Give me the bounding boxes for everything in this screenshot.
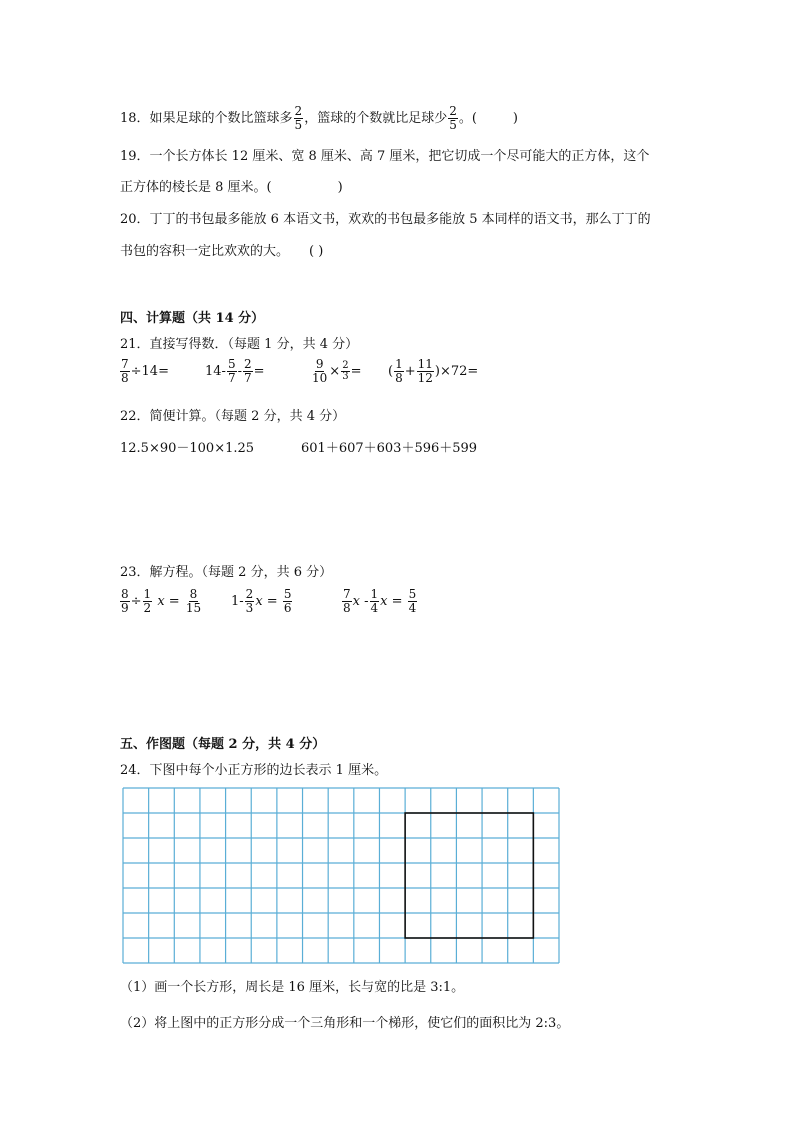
q21-e3-rest: =	[350, 364, 362, 379]
q18-middle: ，篮球的个数就比足球少	[304, 111, 448, 126]
q21-e4-f2-num: 11	[417, 357, 433, 371]
q21-e3-op: ×	[329, 364, 341, 379]
q21-e4-f1-den: 8	[395, 371, 403, 385]
q21-e3-f2-den: 3	[342, 371, 349, 382]
section-4-title: 四、计算题（共 14 分）	[120, 311, 265, 326]
q21-e4-rest: )×72=	[434, 364, 479, 379]
q22-expr-2: 601＋607＋603＋596＋599	[301, 441, 478, 456]
q21-e4-op: +	[404, 364, 416, 379]
q21-e3-f1-num: 9	[315, 357, 324, 371]
q23-e1-op: ÷	[130, 594, 142, 609]
q21-e3-f1-den: 10	[312, 371, 328, 385]
q23-e2-f2-num: 5	[283, 587, 292, 601]
q24-sub-2: （2）将上图中的正方形分成一个三角形和一个梯形，使它们的面积比为 2:3。	[120, 1016, 570, 1031]
q21-e4-f1-num: 1	[395, 357, 403, 371]
q21-e2-op: -	[237, 364, 242, 379]
q21-e1-rest: ÷14=	[130, 364, 169, 379]
q21-e1-num: 7	[121, 357, 129, 371]
q18-frac1-num: 2	[294, 104, 303, 118]
q23-e2-lead: 1-	[231, 594, 244, 609]
grid-svg[interactable]	[122, 787, 560, 964]
q21-expr-1	[119, 358, 169, 385]
q23-e2-f2-den: 6	[283, 601, 292, 615]
question-19-line-1: 19．一个长方体长 12 厘米、宽 8 厘米、高 7 厘米，把它切成一个尽可能大的正方体，这个	[120, 149, 650, 164]
q19-line2-text: 正方体的棱长是 8 厘米。(	[120, 180, 272, 195]
q18-paren-close: )	[512, 111, 518, 126]
q21-e2-f2-den: 7	[243, 371, 252, 385]
q23-e3-f3-num: 5	[408, 587, 417, 601]
section-5-title: 五、作图题（每题 2 分，共 4 分）	[120, 737, 326, 752]
question-23-title: 23．解方程。（每题 2 分，共 6 分）	[120, 565, 333, 580]
q23-e3-f1-den: 8	[343, 601, 351, 615]
q21-e2-lead: 14-	[205, 364, 226, 379]
q21-e4-open: (	[388, 364, 394, 379]
q21-e2-rest: =	[253, 364, 265, 379]
q18-fraction-1	[294, 105, 304, 132]
q23-e1-mid: x =	[157, 594, 180, 609]
question-21-title: 21．直接写得数．（每题 1 分，共 4 分）	[120, 337, 359, 352]
q23-e3-f2-num: 1	[370, 587, 379, 601]
q23-e3-f2-den: 4	[370, 601, 379, 615]
q18-prefix: 18．如果足球的个数比篮球多	[120, 111, 293, 126]
q23-equation-1	[119, 588, 203, 615]
q23-e3-f1-num: 7	[343, 587, 351, 601]
q23-e3-m1: x -	[352, 594, 369, 609]
q21-e2-f1-den: 7	[227, 371, 236, 385]
q23-e2-mid: x =	[255, 594, 278, 609]
q21-expr-2	[205, 358, 265, 385]
q21-expr-3	[310, 358, 361, 385]
q18-frac2-den: 5	[449, 118, 457, 132]
question-20-line-2	[120, 240, 323, 259]
q24-sub-1: （1）画一个长方形，周长是 16 厘米，长与宽的比是 3:1。	[120, 980, 465, 995]
q21-e1-den: 8	[121, 371, 129, 385]
q21-e4-f2-den: 12	[417, 371, 433, 385]
q23-e1-f3-num: 8	[189, 587, 198, 601]
q18-frac1-den: 5	[294, 118, 303, 132]
q23-e1-f1-den: 9	[121, 601, 129, 615]
q23-e3-f3-den: 4	[408, 601, 417, 615]
question-18	[120, 104, 518, 134]
q21-e2-f2-num: 2	[243, 357, 252, 371]
q21-expr-4	[388, 358, 478, 385]
q23-e2-f1-num: 2	[245, 587, 254, 601]
q18-suffix: 。(	[458, 111, 477, 126]
q23-e1-f2-den: 2	[143, 601, 152, 615]
q18-fraction-2	[448, 105, 458, 132]
q21-e3-f2-num: 2	[342, 360, 349, 371]
q20-line2-text: 书包的容积一定比欢欢的大。	[120, 244, 290, 259]
q20-answer-paren[interactable]: ( )	[309, 244, 324, 259]
q18-frac2-num: 2	[449, 104, 457, 118]
q23-e1-f3-den: 15	[185, 601, 202, 615]
drawing-grid[interactable]	[122, 787, 560, 964]
q21-e2-f1-num: 5	[227, 357, 236, 371]
q23-e3-m2: x =	[380, 594, 403, 609]
question-24-title: 24．下图中每个小正方形的边长表示 1 厘米。	[120, 763, 388, 778]
q22-expr-1: 12.5×90－100×1.25	[120, 441, 255, 456]
q23-equation-3	[341, 588, 418, 615]
question-20-line-1: 20．丁丁的书包最多能放 6 本语文书，欢欢的书包最多能放 5 本同样的语文书，那么丁丁的	[120, 212, 651, 227]
question-22-title: 22．简便计算。（每题 2 分，共 4 分）	[120, 409, 346, 424]
q23-e1-f1-num: 8	[121, 587, 129, 601]
q23-e2-f1-den: 3	[245, 601, 254, 615]
question-19-line-2	[120, 176, 343, 195]
q23-e1-f2-num: 1	[143, 587, 152, 601]
q19-paren-close: )	[337, 180, 343, 195]
q23-equation-2	[231, 588, 293, 615]
given-square	[405, 813, 533, 938]
